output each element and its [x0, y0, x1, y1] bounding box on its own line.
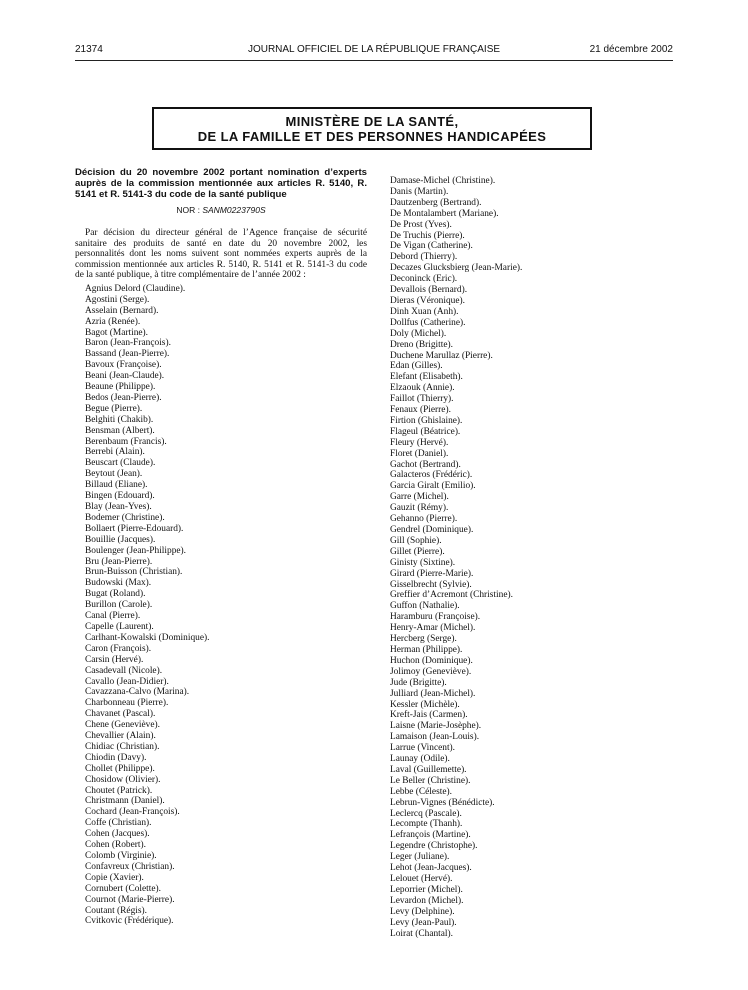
expert-name: Elzaouk (Annie). — [390, 383, 455, 394]
expert-name: Devallois (Bernard). — [390, 285, 468, 296]
expert-name: Edan (Gilles). — [390, 361, 443, 372]
expert-name: Leporrier (Michel). — [390, 884, 463, 895]
expert-name: Faillot (Thierry). — [390, 394, 454, 405]
expert-name: Gisselbrecht (Sylvie). — [390, 579, 472, 590]
expert-name: Copie (Xavier). — [85, 872, 144, 883]
expert-name: Duchene Marullaz (Pierre). — [390, 350, 493, 361]
expert-name: Henry-Amar (Michel). — [390, 623, 476, 634]
expert-list-right — [390, 176, 690, 939]
expert-name: Floret (Daniel). — [390, 448, 449, 459]
expert-name: Cournot (Marie-Pierre). — [85, 894, 175, 905]
expert-name: Dieras (Véronique). — [390, 295, 465, 306]
left-column — [75, 168, 367, 927]
expert-name: Levy (Jean-Paul). — [390, 917, 457, 928]
expert-name: Confavreux (Christian). — [85, 861, 175, 872]
expert-name: Dreno (Brigitte). — [390, 339, 454, 350]
expert-name: Beaune (Philippe). — [85, 382, 156, 393]
expert-name: Cornubert (Colette). — [85, 883, 162, 894]
expert-name: Galacteros (Frédéric). — [390, 470, 473, 481]
expert-name: Begue (Pierre). — [85, 403, 143, 414]
expert-name: Asselain (Bernard). — [85, 305, 159, 316]
expert-name: Beuscart (Claude). — [85, 458, 156, 469]
expert-name: Garcia Giralt (Emilio). — [390, 481, 476, 492]
expert-name: Bassand (Jean-Pierre). — [85, 349, 170, 360]
expert-name: Le Beller (Christine). — [390, 775, 471, 786]
expert-name: Guffon (Nathalie). — [390, 601, 460, 612]
nor-code: SANM0223790S — [202, 205, 266, 216]
expert-name: Dautzenberg (Bertrand). — [390, 197, 482, 208]
expert-name: Caron (François). — [85, 643, 152, 654]
expert-name: Fenaux (Pierre). — [390, 405, 451, 416]
expert-name: Cohen (Jacques). — [85, 829, 150, 840]
expert-name: Gill (Sophie). — [390, 535, 442, 546]
expert-name: Carsin (Hervé). — [85, 654, 144, 665]
expert-name: Lebbe (Céleste). — [390, 786, 452, 797]
expert-name: Fleury (Hervé). — [390, 437, 449, 448]
journal-title: JOURNAL OFFICIEL DE LA RÉPUBLIQUE FRANÇAISE — [247, 44, 501, 55]
expert-name: Laval (Guillemette). — [390, 764, 467, 775]
expert-name: Kessler (Michèle). — [390, 699, 460, 710]
expert-name: Cochard (Jean-François). — [85, 807, 180, 818]
expert-name: Choutet (Patrick). — [85, 785, 153, 796]
expert-name: Jude (Brigitte). — [390, 677, 447, 688]
expert-name: Launay (Odile). — [390, 754, 450, 765]
expert-name: Coffe (Christian). — [85, 818, 152, 829]
expert-name: Belghiti (Chakib). — [85, 414, 154, 425]
expert-name: Bavoux (Françoise). — [85, 360, 162, 371]
expert-name: Flageul (Béatrice). — [390, 426, 461, 437]
header-rule — [75, 60, 673, 61]
expert-name: Baron (Jean-François). — [85, 338, 171, 349]
expert-name: Loirat (Chantal). — [390, 928, 453, 939]
expert-name: Coutant (Régis). — [85, 905, 147, 916]
expert-name: Billaud (Eliane). — [85, 480, 148, 491]
expert-name: Chavanet (Pascal). — [85, 709, 156, 720]
expert-name: Debord (Thierry). — [390, 252, 458, 263]
expert-name: Damase-Michel (Christine). — [390, 176, 496, 186]
expert-name: Berrebi (Alain). — [85, 447, 145, 458]
expert-name: Garre (Michel). — [390, 492, 449, 503]
expert-name: Ginisty (Sixtine). — [390, 557, 456, 568]
expert-name: Kreft-Jais (Carmen). — [390, 710, 468, 721]
ministry-line-1: MINISTÈRE DE LA SANTÉ, — [285, 113, 459, 129]
expert-name: Elefant (Elisabeth). — [390, 372, 463, 383]
expert-name: Cvitkovic (Frédérique). — [85, 916, 174, 927]
expert-name: Bru (Jean-Pierre). — [85, 556, 153, 567]
expert-name: Jolimoy (Geneviève). — [390, 666, 472, 677]
ministry-heading — [152, 107, 592, 150]
expert-name: Carlhant-Kowalski (Dominique). — [85, 632, 210, 643]
expert-name: Leclercq (Pascale). — [390, 808, 462, 819]
expert-name: Bodemer (Christine). — [85, 512, 165, 523]
expert-name: Azria (Renée). — [85, 316, 141, 327]
expert-name: Lelouet (Hervé). — [390, 874, 453, 884]
decision-intro: Par décision du directeur général de l’Agence française de sécurité sanitaire des produits de santé en date du 20 novembre 2002, les personnalités dont les noms suivent sont nommées experts auprès de la commission mentionnée aux articles R. 5140, R. 5141 et R. 5141-3 du code de la santé publique, à titre complémentaire de l’année 2002 : — [75, 228, 367, 281]
expert-name: Lebrun-Vignes (Bénédicte). — [390, 797, 495, 808]
expert-name: Agnius Delord (Claudine). — [85, 283, 186, 294]
expert-name: Dinh Xuan (Anh). — [390, 306, 459, 317]
expert-name: Colomb (Virginie). — [85, 851, 157, 862]
expert-name: Levardon (Michel). — [390, 895, 464, 906]
nor-label: NOR : — [176, 205, 200, 216]
expert-name: Julliard (Jean-Michel). — [390, 688, 476, 699]
expert-name: Gillet (Pierre). — [390, 546, 445, 557]
expert-name: Bingen (Edouard). — [85, 491, 155, 502]
expert-name: Chene (Geneviève). — [85, 720, 160, 731]
expert-name: Bensman (Albert). — [85, 425, 155, 436]
expert-name: Gachot (Bertrand). — [390, 459, 461, 470]
expert-name: Gauzit (Rémy). — [390, 503, 449, 514]
expert-name: Decazes Glucksbierg (Jean-Marie). — [390, 263, 523, 274]
expert-name: Dollfus (Catherine). — [390, 317, 466, 328]
expert-name: Lehot (Jean-Jacques). — [390, 863, 472, 874]
expert-name: Hercberg (Serge). — [390, 634, 457, 645]
expert-name: Lefrançois (Martine). — [390, 830, 471, 841]
expert-name: De Montalambert (Mariane). — [390, 208, 499, 219]
expert-name: Huchon (Dominique). — [390, 655, 473, 666]
expert-name: Gehanno (Pierre). — [390, 514, 458, 525]
expert-name: Haramburu (Françoise). — [390, 612, 481, 623]
expert-name: Burillon (Carole). — [85, 600, 153, 611]
expert-name: Levy (Delphine). — [390, 906, 455, 917]
expert-name: Christmann (Daniel). — [85, 796, 165, 807]
expert-name: Lecompte (Thanh). — [390, 819, 463, 830]
expert-name: Gendrel (Dominique). — [390, 525, 474, 535]
expert-name: Chidiac (Christian). — [85, 741, 160, 752]
issue-date: 21 décembre 2002 — [589, 44, 673, 55]
expert-name: De Vigan (Catherine). — [390, 241, 473, 252]
expert-name: Bouillie (Jacques). — [85, 534, 156, 545]
expert-name: Herman (Philippe). — [390, 644, 463, 655]
expert-name: Blay (Jean-Yves). — [85, 502, 152, 513]
ministry-line-2: DE LA FAMILLE ET DES PERSONNES HANDICAPÉES — [197, 128, 547, 144]
expert-name: Boulenger (Jean-Philippe). — [85, 545, 187, 556]
expert-name: Cavallo (Jean-Didier). — [85, 676, 169, 687]
expert-name: Bollaert (Pierre-Edouard). — [85, 523, 184, 534]
right-column — [390, 176, 690, 939]
expert-name: Brun-Buisson (Christian). — [85, 567, 183, 578]
expert-name: Beytout (Jean). — [85, 469, 143, 480]
expert-name: Budowski (Max). — [85, 578, 152, 589]
expert-name: Bagot (Martine). — [85, 327, 149, 338]
expert-name: Larrue (Vincent). — [390, 743, 456, 754]
expert-name: Lamaison (Jean-Louis). — [390, 732, 480, 743]
expert-name: De Truchis (Pierre). — [390, 230, 465, 241]
expert-name: Cavazzana-Calvo (Marina). — [85, 687, 190, 698]
expert-name: Deconinck (Eric). — [390, 274, 458, 285]
expert-name: Chosidow (Olivier). — [85, 774, 161, 785]
expert-name: Bugat (Roland). — [85, 589, 146, 600]
expert-name: De Prost (Yves). — [390, 219, 452, 230]
expert-name: Laisne (Marie-Josèphe). — [390, 721, 482, 732]
decision-title: Décision du 20 novembre 2002 portant nomination d’experts auprès de la commission mentionnée aux articles R. 5140, R. 5141 et R. 5141-3 du code de la santé publique — [75, 167, 367, 200]
expert-name: Chevallier (Alain). — [85, 731, 156, 742]
expert-list-left — [75, 284, 367, 927]
expert-name: Berenbaum (Francis). — [85, 436, 167, 447]
expert-name: Danis (Martin). — [390, 186, 449, 197]
expert-name: Firtion (Ghislaine). — [390, 415, 463, 426]
page-number: 21374 — [75, 44, 103, 55]
expert-name: Casadevall (Nicole). — [85, 665, 163, 676]
expert-name: Chollet (Philippe). — [85, 763, 155, 774]
expert-name: Beani (Jean-Claude). — [85, 371, 165, 382]
expert-name: Agostini (Serge). — [85, 294, 150, 305]
expert-name: Greffier d’Acremont (Christine). — [390, 590, 513, 601]
nor-reference — [75, 205, 367, 215]
expert-name: Canal (Pierre). — [85, 611, 141, 622]
expert-name: Girard (Pierre-Marie). — [390, 568, 474, 579]
expert-name: Leger (Juliane). — [390, 852, 450, 863]
expert-name: Cohen (Robert). — [85, 840, 146, 851]
expert-name: Legendre (Christophe). — [390, 841, 478, 852]
expert-name: Doly (Michel). — [390, 328, 447, 339]
expert-name: Bedos (Jean-Pierre). — [85, 392, 162, 403]
expert-name: Charbonneau (Pierre). — [85, 698, 169, 709]
expert-name: Capelle (Laurent). — [85, 621, 154, 632]
expert-name: Chiodin (Davy). — [85, 752, 147, 763]
